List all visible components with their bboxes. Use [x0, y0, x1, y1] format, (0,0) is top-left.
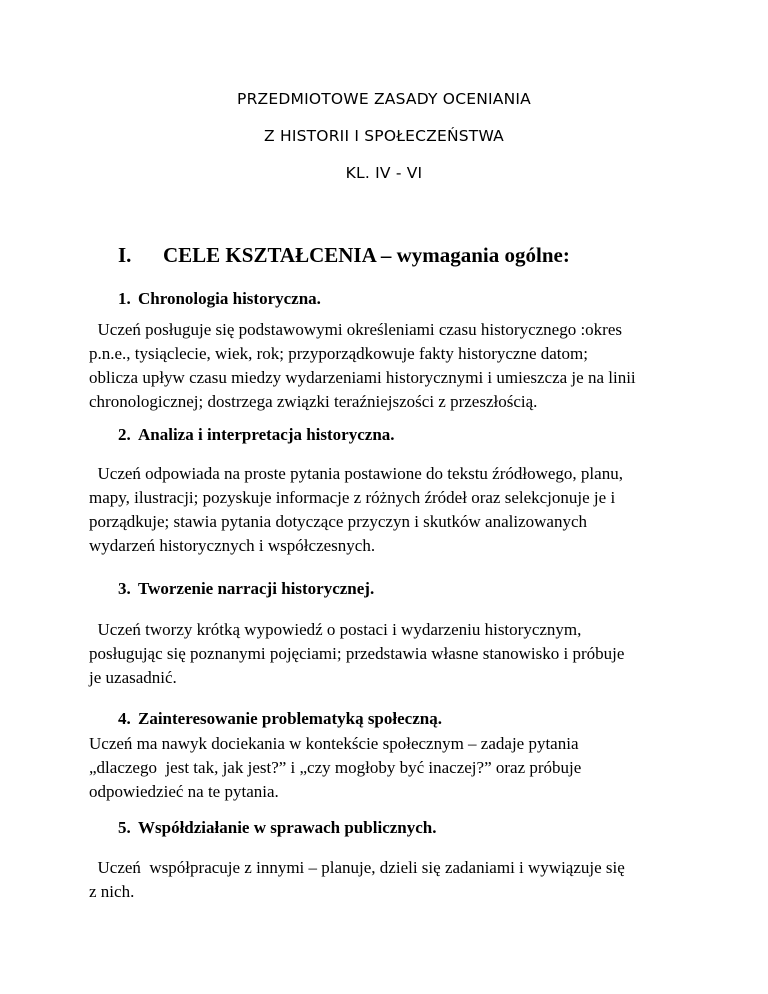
paragraph-line: Uczeń współpracuje z innymi – planuje, dzieli się zadaniami i wywiązuje się: [89, 858, 625, 877]
paragraph-line: Uczeń odpowiada na proste pytania postawione do tekstu źródłowego, planu,: [89, 464, 623, 483]
paragraph-line: porządkuje; stawia pytania dotyczące przyczyn i skutków analizowanych: [89, 512, 587, 531]
goal-paragraph-5: [89, 856, 689, 904]
goal-heading-1: [118, 289, 321, 309]
page-title-line-2: Z HISTORII I SPOŁECZEŃSTWA: [264, 127, 504, 145]
goal-heading-5: [118, 818, 437, 838]
goal-paragraph-3: [89, 618, 689, 690]
goal-title: Współdziałanie w sprawach publicznych.: [138, 818, 437, 837]
paragraph-line: p.n.e., tysiąclecie, wiek, rok; przyporządkowuje fakty historyczne datom;: [89, 344, 588, 363]
paragraph-line: z nich.: [89, 882, 135, 901]
paragraph-line: Uczeń tworzy krótką wypowiedź o postaci i wydarzeniu historycznym,: [89, 620, 582, 639]
paragraph-line: je uzasadnić.: [89, 668, 177, 687]
goal-paragraph-2: [89, 462, 689, 558]
goal-number: 2.: [118, 425, 131, 444]
paragraph-line: wydarzeń historycznych i współczesnych.: [89, 536, 376, 555]
paragraph-line: mapy, ilustracji; pozyskuje informacje z różnych źródeł oraz selekcjonuje je i: [89, 488, 616, 507]
goal-heading-2: [118, 425, 395, 445]
goal-heading-3: [118, 579, 374, 599]
goal-title: Analiza i interpretacja historyczna.: [138, 425, 395, 444]
goal-heading-4: [118, 709, 442, 729]
goal-title: Tworzenie narracji historycznej.: [138, 579, 375, 598]
section-numeral: I.: [118, 243, 132, 267]
section-heading: [118, 243, 570, 268]
paragraph-line: oblicza upływ czasu miedzy wydarzeniami historycznymi i umieszcza je na linii: [89, 368, 636, 387]
paragraph-line: Uczeń ma nawyk dociekania w kontekście społecznym – zadaje pytania: [89, 734, 579, 753]
paragraph-line: „dlaczego jest tak, jak jest?” i „czy mogłoby być inaczej?” oraz próbuje: [89, 758, 582, 777]
goal-title: Zainteresowanie problematyką społeczną.: [138, 709, 442, 728]
paragraph-line: odpowiedzieć na te pytania.: [89, 782, 279, 801]
goal-number: 4.: [118, 709, 131, 728]
page-title-line-1: PRZEDMIOTOWE ZASADY OCENIANIA: [237, 90, 531, 108]
page-title-line-3: KL. IV - VI: [345, 164, 423, 182]
goal-paragraph-4: [89, 732, 689, 804]
goal-paragraph-1: [89, 318, 689, 414]
goal-title: Chronologia historyczna.: [138, 289, 321, 308]
paragraph-line: Uczeń posługuje się podstawowymi określeniami czasu historycznego :okres: [89, 320, 623, 339]
goal-number: 5.: [118, 818, 131, 837]
section-title: CELE KSZTAŁCENIA – wymagania ogólne:: [163, 243, 570, 267]
paragraph-line: chronologicznej; dostrzega związki teraźniejszości z przeszłością.: [89, 392, 538, 411]
paragraph-line: posługując się poznanymi pojęciami; przedstawia własne stanowisko i próbuje: [89, 644, 625, 663]
goal-number: 3.: [118, 579, 131, 598]
goal-number: 1.: [118, 289, 131, 308]
